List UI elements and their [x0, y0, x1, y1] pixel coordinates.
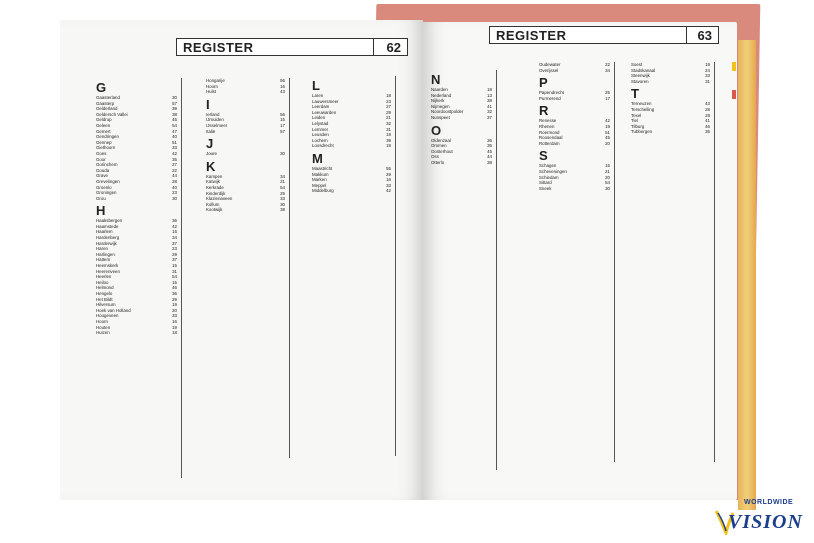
entry-page-number: 54 — [172, 122, 177, 128]
entry-name: Heerenveen — [96, 268, 120, 274]
entry-page-number: 39 — [172, 106, 177, 112]
entry-page-number: 43 — [705, 101, 710, 107]
entry-name: Hoorn — [206, 83, 218, 89]
index-column — [539, 62, 615, 462]
logo-main-text: VISION — [728, 511, 803, 533]
entry-name: Kollum — [206, 201, 220, 207]
entry-page-number: 31 — [172, 268, 177, 274]
entry-name: Haaksbergen — [96, 218, 123, 224]
entry-page-number: 22 — [172, 167, 177, 173]
entry-page-number: 30 — [280, 151, 285, 157]
entry-name: Kampen — [206, 173, 223, 179]
entry-name: Tiel — [631, 118, 638, 124]
entry-page-number: 23 — [172, 190, 177, 196]
index-entry — [206, 207, 289, 213]
entry-name: Meppel — [312, 182, 327, 188]
entry-page-number: 32 — [386, 120, 391, 126]
entry-page-number: 17 — [605, 95, 610, 101]
entry-page-number: 29 — [172, 251, 177, 257]
entry-page-number: 44 — [172, 173, 177, 179]
index-entry — [312, 188, 395, 194]
entry-page-number: 15 — [605, 163, 610, 169]
entry-name: IJsselmeer — [206, 122, 228, 128]
entry-name: Harlingen — [96, 251, 115, 257]
entry-name: Renesse — [539, 118, 557, 124]
entry-page-number: 45 — [605, 135, 610, 141]
entry-name: Hattem — [96, 257, 111, 263]
entry-page-number: 36 — [172, 291, 177, 296]
entry-name: Stadskanaal — [631, 67, 656, 73]
index-letter-heading: H — [96, 203, 106, 219]
entry-page-number: 20 — [605, 174, 610, 180]
entry-name: Leusden — [312, 132, 329, 138]
entry-page-number: 28 — [172, 178, 177, 184]
index-tab-red — [732, 90, 736, 99]
entry-page-number: 35 — [705, 129, 710, 135]
entry-page-number: 29 — [386, 109, 391, 115]
entry-name: Oudewater — [539, 62, 561, 67]
index-letter-heading: O — [431, 122, 442, 138]
entry-page-number: 33 — [280, 196, 285, 202]
entry-name: Heemskerk — [96, 263, 119, 269]
entry-name: Schiedam — [539, 174, 559, 180]
entry-page-number: 46 — [172, 285, 177, 291]
entry-name: Ommen — [431, 143, 447, 149]
entry-page-number: 34 — [172, 235, 177, 241]
entry-page-number: 17 — [280, 122, 285, 128]
entry-page-number: 35 — [172, 156, 177, 162]
entry-name: Gendringen — [96, 134, 119, 140]
entry-name: Gemert — [96, 128, 111, 134]
entry-name: IJmuiden — [206, 117, 224, 123]
entry-name: Hoek van Holland — [96, 307, 131, 313]
left-header-title: REGISTER — [183, 40, 254, 55]
right-header-page-number: 63 — [697, 28, 712, 43]
entry-page-number: 34 — [605, 67, 610, 73]
entry-page-number: 31 — [386, 126, 391, 132]
entry-page-number: 45 — [487, 148, 492, 154]
entry-name: Haarlem — [96, 229, 113, 235]
entry-name: Kinderdijk — [206, 190, 226, 196]
index-column — [431, 70, 497, 470]
index-letter-heading: K — [206, 158, 216, 174]
left-page-header — [176, 38, 408, 56]
entry-page-number: 23 — [172, 246, 177, 252]
entry-name: Tubbergen — [631, 129, 653, 135]
entry-name: Hilversum — [96, 302, 116, 308]
entry-page-number: 45 — [172, 117, 177, 123]
entry-name: Joure — [206, 151, 217, 157]
entry-name: Rhenen — [539, 123, 555, 129]
entry-name: Helmond — [96, 285, 114, 291]
entry-name: Gaasterland — [96, 95, 120, 100]
entry-page-number: 18 — [487, 87, 492, 92]
entry-name: Lelystad — [312, 120, 329, 126]
entry-name: Terneuzen — [631, 101, 652, 107]
entry-name: Oldenzaal — [431, 137, 451, 143]
index-entry — [431, 160, 496, 166]
entry-page-number: 46 — [705, 123, 710, 129]
entry-page-number: 57 — [280, 128, 285, 134]
entry-name: Nunspeet — [431, 114, 450, 120]
entry-name: Gouda — [96, 167, 110, 173]
index-column — [96, 78, 182, 478]
entry-name: Papendrecht — [539, 90, 564, 96]
entry-name: Italië — [206, 128, 216, 134]
entry-name: Rotterdam — [539, 140, 560, 146]
entry-name: Hardenberg — [96, 235, 120, 241]
entry-page-number: 27 — [386, 104, 391, 110]
entry-page-number: 51 — [172, 139, 177, 145]
entry-name: Houten — [96, 324, 111, 330]
entry-name: Leeuwarden — [312, 109, 337, 115]
entry-page-number: 23 — [386, 98, 391, 104]
entry-page-number: 19 — [386, 143, 391, 149]
entry-page-number: 19 — [386, 132, 391, 138]
entry-page-number: 25 — [280, 190, 285, 196]
index-letter-heading: R — [539, 103, 549, 119]
entry-page-number: 15 — [172, 263, 177, 269]
entry-name: Heerlen — [96, 274, 112, 280]
entry-page-number: 38 — [487, 98, 492, 104]
entry-page-number: 30 — [280, 201, 285, 207]
index-entry — [206, 129, 289, 135]
entry-page-number: 37 — [172, 240, 177, 246]
entry-page-number: 21 — [386, 115, 391, 121]
entry-page-number: 38 — [487, 159, 492, 165]
entry-page-number: 16 — [280, 83, 285, 89]
entry-page-number: 19 — [172, 324, 177, 330]
entry-name: Harderwijk — [96, 240, 117, 246]
entry-page-number: 47 — [172, 128, 177, 134]
entry-name: Groningen — [96, 190, 117, 196]
logo-top-text: WORLDWIDE — [744, 499, 794, 506]
entry-name: Kerkrade — [206, 184, 224, 190]
entry-page-number: 51 — [605, 129, 610, 135]
entry-name: Gennep — [96, 139, 112, 145]
entry-page-number: 38 — [280, 207, 285, 213]
entry-name: Purmerend — [539, 95, 561, 101]
entry-page-number: 31 — [705, 78, 710, 84]
index-column — [631, 62, 715, 462]
left-header-page-number: 62 — [386, 40, 401, 55]
entry-page-number: 24 — [705, 67, 710, 73]
entry-name: Hoorn — [96, 318, 108, 324]
entry-page-number: 40 — [172, 184, 177, 190]
entry-page-number: 36 — [172, 218, 177, 224]
index-entry — [539, 186, 614, 192]
entry-name: Hongarije — [206, 78, 225, 83]
entry-page-number: 20 — [172, 307, 177, 313]
entry-name: Klazienaveen — [206, 196, 233, 202]
entry-page-number: 29 — [386, 171, 391, 177]
index-entry — [539, 68, 614, 74]
entry-page-number: 33 — [705, 73, 710, 79]
entry-name: Heiloo — [96, 279, 109, 285]
index-entry — [312, 143, 395, 149]
entry-name: Marken — [312, 177, 327, 183]
entry-page-number: 30 — [605, 185, 610, 191]
entry-page-number: 13 — [487, 92, 492, 98]
entry-page-number: 37 — [172, 257, 177, 263]
entry-name: Goor — [96, 156, 106, 162]
index-tab-yellow — [732, 62, 736, 71]
entry-page-number: 30 — [172, 195, 177, 201]
entry-name: Maastricht — [312, 165, 333, 171]
entry-name: Giethoorn — [96, 145, 116, 151]
entry-page-number: 42 — [386, 188, 391, 194]
entry-name: Huizen — [96, 330, 110, 336]
entry-name: Leiden — [312, 115, 326, 121]
entry-name: Terschelling — [631, 106, 655, 112]
entry-name: Overijssel — [539, 67, 559, 73]
entry-page-number: 19 — [605, 123, 610, 129]
worldwide-vision-logo — [708, 497, 810, 539]
entry-name: Nederland — [431, 92, 452, 98]
entry-page-number: 34 — [280, 173, 285, 179]
entry-page-number: 43 — [280, 89, 285, 95]
entry-page-number: 28 — [705, 112, 710, 118]
entry-page-number: 40 — [172, 134, 177, 140]
entry-name: Nijkerk — [431, 98, 445, 104]
entry-page-number: 28 — [705, 106, 710, 112]
entry-name: Ierland — [206, 111, 220, 117]
entry-name: Soest — [631, 62, 643, 67]
entry-name: Naarden — [431, 87, 448, 92]
entry-page-number: 56 — [280, 78, 285, 83]
entry-page-number: 19 — [172, 302, 177, 308]
entry-page-number: 30 — [172, 95, 177, 100]
right-header-title: REGISTER — [496, 28, 567, 43]
entry-page-number: 37 — [487, 114, 492, 120]
entry-page-number: 21 — [280, 179, 285, 185]
entry-name: Steenwijk — [631, 73, 650, 79]
entry-page-number: 55 — [386, 165, 391, 171]
entry-page-number: 21 — [605, 168, 610, 174]
entry-page-number: 19 — [705, 62, 710, 67]
entry-page-number: 27 — [172, 162, 177, 168]
index-letter-heading: J — [206, 136, 214, 152]
entry-name: Katwijk — [206, 179, 220, 185]
entry-page-number: 41 — [705, 118, 710, 124]
entry-page-number: 39 — [386, 137, 391, 143]
entry-name: Gaasterp — [96, 100, 115, 106]
index-letter-heading: M — [312, 150, 323, 166]
entry-name: Oosterhout — [431, 148, 453, 154]
entry-page-number: 33 — [172, 313, 177, 319]
entry-name: Lemmer — [312, 126, 329, 132]
entry-name: Haamstede — [96, 223, 119, 229]
index-entry — [96, 330, 181, 336]
entry-name: Noordoostpolder — [431, 109, 464, 115]
entry-name: Stavoren — [631, 78, 649, 84]
entry-page-number: 56 — [280, 111, 285, 117]
entry-name: Hulst — [206, 89, 217, 95]
entry-name: Kootwijk — [206, 207, 223, 213]
entry-page-number: 42 — [172, 150, 177, 156]
entry-name: Laren — [312, 93, 324, 98]
entry-page-number: 41 — [487, 103, 492, 109]
entry-name: Groenlo — [96, 184, 112, 190]
index-entry — [206, 151, 289, 157]
entry-page-number: 16 — [386, 177, 391, 183]
entry-name: Leerdam — [312, 104, 330, 110]
entry-page-number: 16 — [172, 318, 177, 324]
entry-name: Middelburg — [312, 188, 334, 194]
index-letter-heading: N — [431, 72, 441, 87]
entry-name: Grou — [96, 195, 106, 201]
entry-name: Het Bildt — [96, 296, 113, 302]
entry-name: Nijmegen — [431, 103, 450, 109]
entry-page-number: 54 — [605, 180, 610, 186]
entry-name: Haren — [96, 246, 108, 252]
page-edges — [738, 40, 756, 510]
entry-name: Oss — [431, 154, 439, 160]
entry-name: Grave — [96, 173, 108, 179]
entry-name: Hoogeveen — [96, 313, 119, 319]
entry-page-number: 57 — [172, 100, 177, 106]
index-letter-heading: S — [539, 148, 548, 164]
entry-page-number: 29 — [172, 296, 177, 302]
entry-name: Gelderland — [96, 106, 118, 112]
entry-page-number: 44 — [487, 154, 492, 160]
right-page — [423, 22, 737, 500]
entry-page-number: 35 — [487, 143, 492, 149]
index-entry — [631, 79, 714, 85]
entry-page-number: 18 — [172, 330, 177, 336]
entry-name: Grevelingen — [96, 178, 120, 184]
entry-page-number: 18 — [386, 93, 391, 98]
index-entry — [206, 89, 289, 95]
index-letter-heading: L — [312, 78, 320, 93]
entry-name: Sneek — [539, 185, 552, 191]
left-page — [60, 20, 423, 500]
entry-page-number: 25 — [605, 90, 610, 96]
entry-page-number: 38 — [172, 111, 177, 117]
entry-name: Geldrop — [96, 117, 112, 123]
index-entry — [631, 129, 714, 135]
index-letter-heading: I — [206, 96, 210, 112]
index-entry — [539, 141, 614, 147]
right-page-header — [489, 26, 719, 44]
index-letter-heading: P — [539, 75, 548, 91]
entry-name: Schagen — [539, 163, 557, 169]
index-entry — [431, 115, 496, 121]
entry-name: Makkum — [312, 171, 329, 177]
index-column — [312, 76, 396, 456]
entry-name: Roosendaal — [539, 135, 563, 141]
entry-name: Roermond — [539, 129, 560, 135]
entry-name: Gorinchem — [96, 162, 118, 168]
index-entry — [96, 196, 181, 202]
entry-name: Texel — [631, 112, 642, 118]
entry-page-number: 33 — [172, 145, 177, 151]
entry-name: Hengelo — [96, 291, 113, 296]
index-column — [206, 78, 290, 458]
entry-name: Loosdrecht — [312, 143, 334, 149]
entry-page-number: 15 — [172, 229, 177, 235]
entry-name: Goes — [96, 150, 107, 156]
entry-name: Scheveningen — [539, 168, 567, 174]
entry-page-number: 54 — [280, 184, 285, 190]
index-entry — [539, 96, 614, 102]
entry-page-number: 36 — [487, 137, 492, 143]
entry-name: Otterlo — [431, 159, 445, 165]
entry-page-number: 15 — [280, 117, 285, 123]
entry-page-number: 54 — [172, 274, 177, 280]
entry-page-number: 22 — [605, 62, 610, 67]
entry-page-number: 32 — [487, 109, 492, 115]
entry-name: Lochem — [312, 137, 328, 143]
entry-name: Geldersch Vallei — [96, 111, 128, 117]
entry-page-number: 33 — [386, 182, 391, 188]
entry-name: Lauwersmeer — [312, 98, 339, 104]
index-letter-heading: T — [631, 86, 639, 102]
entry-page-number: 42 — [172, 223, 177, 229]
entry-page-number: 15 — [172, 279, 177, 285]
index-letter-heading: G — [96, 80, 107, 95]
entry-name: Geleen — [96, 122, 111, 128]
entry-name: Tilburg — [631, 123, 645, 129]
entry-name: Sittard — [539, 180, 552, 186]
entry-page-number: 42 — [605, 118, 610, 124]
entry-page-number: 20 — [605, 140, 610, 146]
